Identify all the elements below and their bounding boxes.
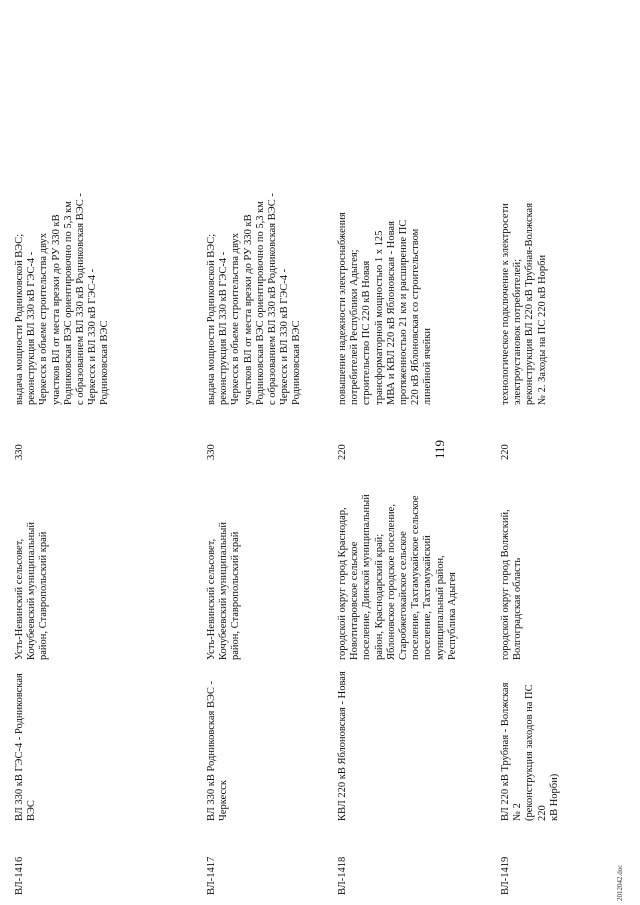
line-voltage: 220 [500,444,511,460]
line-purpose: повышение надежности электроснабжения потребителей Республики Адыгея; строительство ПС 220 кВ Новая трансформаторной мощностью 1 х 125 МВА и КВЛ 220 кВ Яблоновская - Новая протяженностью 21 км и расширение ПС 220 кВ Яблоновская со строительством линейной ячейки [337,212,434,405]
line-name: ВЛ 330 кВ Родниковская ВЭС - Черкесск [206,680,230,821]
line-voltage: 330 [206,444,217,460]
line-code: ВЛ-1416 [14,856,25,895]
line-code: ВЛ-1417 [206,856,217,895]
document-filename: 2012042.doc [616,864,624,901]
line-location: городской округ город Краснодар, Новотитаровское сельское поселение, Динской муниципальный район, Краснодарский край; Яблоновское городское поселение, Старобжегокайское сельское поселение, Тахтамукайское сельское поселение, Тахтамукайский муниципальный район, Республика Адыгея [337,494,458,660]
line-voltage: 220 [337,444,348,460]
line-name: ВЛ 220 кВ Трубная - Волжская № 2 (реконструкция заходов на ПС 220 кВ Норби) [500,682,560,821]
line-voltage: 330 [14,444,25,460]
line-purpose: выдача мощности Родниковской ВЭС; реконструкция ВЛ 330 кВ ГЭС-4 - Черкесск в объеме строительства двух участков ВЛ от места врезки до РУ 330 кВ Родниковская ВЭС ориентировочно по 5,3 км с образованием ВЛ 330 кВ Родниковская ВЭС - Черкесск и ВЛ 330 кВ ГЭС-4 - Родниковская ВЭС [14,193,111,405]
line-purpose: технологическое подключение к электросети электроустановок потребителей; реконструкция ВЛ 220 кВ Трубная-Волжская № 2. Заходы на ПС 220 кВ Норби [500,202,548,405]
page-number: 119 [432,439,447,459]
line-name: ВЛ 330 кВ ГЭС-4 - Родниковская ВЭС [14,673,38,821]
line-code: ВЛ-1418 [337,856,348,895]
line-location: Усть-Невинский сельсовет, Кочубеевский муниципальный район, Ставропольский край [206,522,242,660]
line-purpose: выдача мощности Родниковской ВЭС; реконструкция ВЛ 330 кВ ГЭС-4 - Черкесск в объеме строительства двух участков ВЛ от места врезки до РУ 330 кВ Родниковская ВЭС ориентировочно по 5,3 км с образованием ВЛ 330 кВ Родниковская ВЭС - Черкесск и ВЛ 330 кВ ГЭС-4 - Родниковская ВЭС [206,193,303,405]
line-code: ВЛ-1419 [500,856,511,895]
line-name: КВЛ 220 кВ Яблоновская - Новая [337,671,348,821]
line-location: Усть-Невинский сельсовет, Кочубеевский муниципальный район, Ставропольский край [14,522,50,660]
line-location: городской округ город Волжский, Волгоградская область [500,509,524,660]
